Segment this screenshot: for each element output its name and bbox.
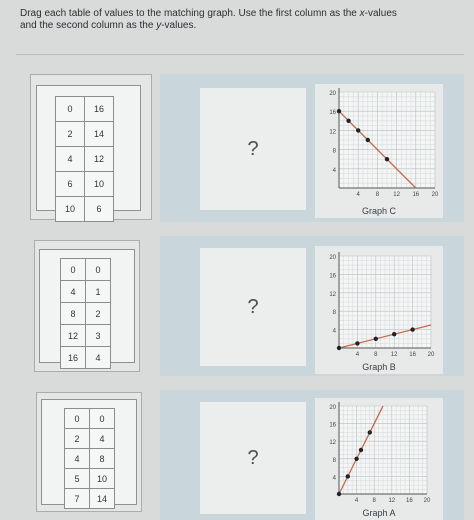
- table-row: [61, 347, 111, 369]
- table-row: [65, 409, 115, 429]
- x-tick-label: 12: [390, 352, 398, 358]
- x-value-cell: 10: [56, 197, 85, 222]
- data-point: [355, 341, 359, 345]
- data-point: [410, 327, 414, 331]
- table-row: [65, 449, 115, 469]
- data-point: [392, 332, 396, 336]
- x-value-cell: 0: [56, 97, 85, 122]
- y-tick-label: 20: [329, 91, 336, 97]
- graph-a: [315, 398, 443, 520]
- data-point: [354, 457, 358, 461]
- y-tick-label: 8: [332, 148, 336, 155]
- x-value-cell: 12: [61, 325, 86, 347]
- data-point: [346, 119, 350, 123]
- y-value-cell: 10: [85, 172, 114, 197]
- y-value-cell: 3: [86, 325, 111, 347]
- drop-target-1[interactable]: [200, 88, 306, 210]
- data-point: [337, 492, 341, 496]
- x-value-cell: 4: [65, 449, 90, 469]
- x-value-cell: 16: [61, 347, 86, 369]
- x-tick-label: 8: [375, 192, 380, 198]
- x-value-cell: 2: [56, 122, 85, 147]
- graph-area-1: [160, 74, 464, 222]
- graph-area-2: [160, 236, 464, 376]
- data-point: [337, 346, 341, 350]
- table-row: [65, 489, 115, 509]
- y-value-cell: 0: [86, 259, 111, 281]
- x-value-cell: 4: [56, 147, 85, 172]
- x-tick-label: 20: [423, 498, 431, 504]
- x-value-cell: 0: [61, 259, 86, 281]
- x-tick-label: 20: [427, 352, 435, 358]
- y-tick-label: 12: [329, 291, 336, 298]
- table-row: [61, 281, 111, 303]
- data-point: [346, 474, 350, 478]
- table-row: [61, 325, 111, 347]
- data-point: [366, 138, 370, 142]
- x-tick-label: 4: [356, 192, 360, 198]
- data-point: [385, 157, 389, 161]
- y-tick-label: 12: [329, 129, 336, 136]
- x-tick-label: 16: [409, 352, 416, 358]
- y-value-cell: 14: [90, 489, 115, 509]
- y-value-cell: 16: [85, 97, 114, 122]
- values-table-1: [55, 96, 114, 222]
- x-value-cell: 8: [61, 303, 86, 325]
- table-row: [65, 429, 115, 449]
- data-point: [356, 128, 360, 132]
- table-row: [65, 469, 115, 489]
- x-value-cell: 2: [65, 429, 90, 449]
- drop-placeholder: ?: [247, 137, 259, 160]
- x-tick-label: 12: [393, 192, 400, 198]
- y-tick-label: 4: [332, 167, 336, 174]
- divider: [16, 54, 464, 55]
- y-value-cell: 8: [90, 449, 115, 469]
- x-tick-label: 4: [355, 352, 360, 358]
- draggable-table-3[interactable]: [41, 399, 137, 505]
- values-table-3: [64, 408, 115, 509]
- x-value-cell: 6: [56, 172, 85, 197]
- data-point: [368, 430, 372, 434]
- y-value-cell: 4: [86, 347, 111, 369]
- graph-a-title: Graph A: [362, 508, 396, 518]
- y-tick-label: 20: [329, 405, 336, 411]
- x-tick-label: 16: [412, 192, 420, 198]
- x-value-cell: 0: [65, 409, 90, 429]
- table-row: [61, 259, 111, 281]
- x-tick-label: 8: [374, 352, 378, 358]
- y-value-cell: 12: [85, 147, 114, 172]
- y-value-cell: 2: [86, 303, 111, 325]
- drop-placeholder: ?: [247, 446, 259, 469]
- graph-b-plot: [315, 246, 443, 374]
- y-tick-label: 16: [329, 422, 336, 429]
- y-tick-label: 4: [332, 475, 336, 482]
- y-value-cell: 6: [85, 197, 114, 222]
- table-card-1: [30, 74, 152, 220]
- x-value-cell: 5: [65, 469, 90, 489]
- table-card-3: [36, 392, 142, 512]
- drop-placeholder: ?: [247, 295, 259, 318]
- y-tick-label: 8: [332, 457, 336, 464]
- x-tick-label: 4: [354, 498, 359, 504]
- x-tick-label: 16: [406, 498, 413, 504]
- draggable-table-2[interactable]: [39, 249, 135, 363]
- instructions: Drag each table of values to the matching graph. Use the first column as the x-values and the second column as the y-values.: [20, 8, 397, 31]
- data-point: [374, 337, 378, 341]
- y-tick-label: 8: [332, 310, 336, 317]
- x-tick-label: 20: [431, 192, 439, 198]
- table-row: [56, 172, 114, 197]
- y-tick-label: 16: [329, 273, 336, 280]
- y-tick-label: 12: [329, 440, 336, 447]
- drop-target-2[interactable]: [200, 248, 306, 366]
- x-value-cell: 4: [61, 281, 86, 303]
- y-value-cell: 1: [86, 281, 111, 303]
- graph-area-3: [160, 390, 464, 520]
- table-row: [56, 197, 114, 222]
- y-tick-label: 16: [329, 110, 336, 117]
- table-row: [56, 122, 114, 147]
- x-tick-label: 8: [372, 498, 376, 504]
- graph-c: [315, 84, 443, 218]
- graph-c-plot: [315, 84, 443, 218]
- drop-target-3[interactable]: [200, 402, 306, 514]
- graph-b: [315, 246, 443, 374]
- table-card-2: [34, 240, 140, 372]
- y-value-cell: 0: [90, 409, 115, 429]
- graph-b-title: Graph B: [362, 362, 396, 372]
- graph-a-plot: [315, 398, 443, 520]
- y-tick-label: 20: [329, 255, 336, 261]
- data-point: [359, 448, 363, 452]
- table-row: [56, 147, 114, 172]
- draggable-table-1[interactable]: [36, 85, 141, 214]
- x-value-cell: 7: [65, 489, 90, 509]
- y-value-cell: 14: [85, 122, 114, 147]
- y-value-cell: 10: [90, 469, 115, 489]
- graph-c-title: Graph C: [361, 206, 396, 216]
- table-row: [56, 97, 114, 122]
- table-row: [61, 303, 111, 325]
- x-tick-label: 12: [388, 498, 396, 504]
- data-point: [337, 109, 341, 113]
- y-value-cell: 4: [90, 429, 115, 449]
- y-tick-label: 4: [332, 328, 336, 335]
- values-table-2: [60, 258, 111, 369]
